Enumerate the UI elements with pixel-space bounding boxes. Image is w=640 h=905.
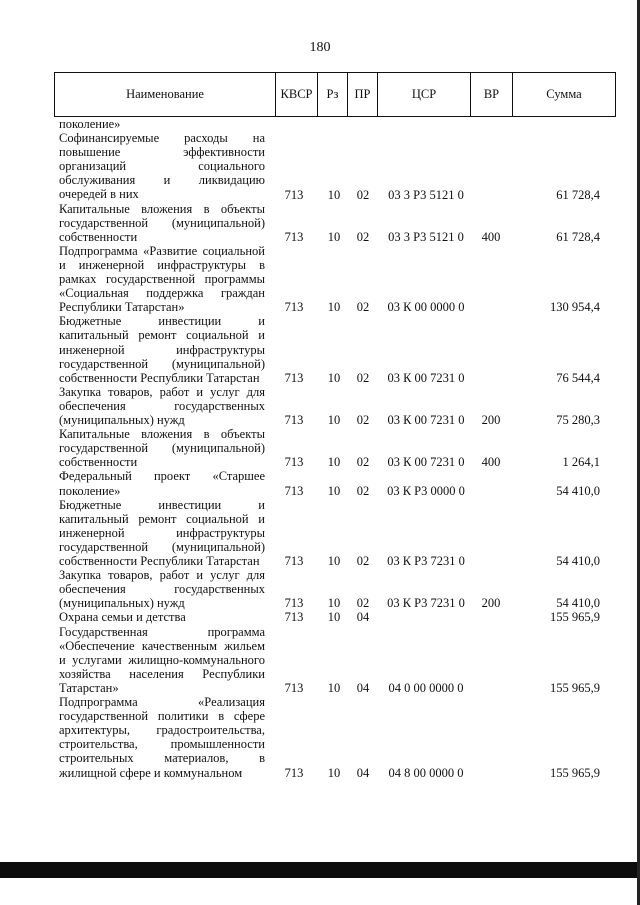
row-name-line: капитальный ремонт социальной и: [59, 328, 265, 343]
table-row: [0, 427, 640, 469]
row-vr: [473, 188, 509, 202]
row-sum: 61 728,4: [556, 187, 600, 202]
row-rz: 10: [327, 229, 341, 244]
row-name-line: архитектуры, градостроительства,: [59, 723, 265, 738]
row-name-line: Республики Татарстан»: [59, 300, 185, 315]
row-kvsr: 713: [284, 680, 304, 695]
table-row: [0, 244, 640, 315]
row-name: [59, 385, 265, 427]
row-rz: [320, 117, 348, 131]
row-name: [59, 610, 265, 624]
row-name-line: строительства, промышленности: [59, 737, 265, 752]
table-row: [0, 498, 640, 569]
row-kvsr: [280, 117, 308, 131]
row-csr: 03 К P3 0000 0: [387, 483, 465, 498]
row-sum: 1 264,1: [562, 455, 600, 470]
row-csr: [381, 117, 471, 131]
row-name: [59, 625, 265, 695]
row-csr: 04 0 00 0000 0: [388, 680, 464, 695]
row-vr: 400: [481, 455, 501, 470]
table-row: [0, 695, 640, 780]
row-pr: 04: [356, 765, 370, 780]
row-kvsr: 713: [284, 765, 304, 780]
row-sum: 54 410,0: [556, 596, 600, 611]
row-rz: 10: [327, 483, 341, 498]
row-vr: [473, 117, 509, 131]
row-kvsr: 713: [284, 596, 304, 611]
row-name-line: и услугами жилищно-коммунального: [59, 652, 265, 667]
header-rz: Рз: [318, 73, 348, 116]
row-sum: 76 544,4: [556, 370, 600, 385]
row-vr: [473, 766, 509, 780]
table-row: [0, 568, 640, 610]
row-name-line: обеспечения государственных: [59, 582, 265, 597]
row-name-line: государственной (муниципальной): [59, 441, 265, 456]
row-kvsr: 713: [284, 413, 304, 428]
row-rz: 10: [327, 413, 341, 428]
row-name-line: Охрана семьи и детства: [59, 610, 186, 625]
row-name: [59, 314, 265, 384]
row-name-line: хозяйства населения Республики: [59, 666, 265, 681]
row-name-line: жилищной сфере и коммунальном: [59, 765, 243, 780]
header-csr: ЦСР: [378, 73, 471, 116]
row-name-line: обеспечения государственных: [59, 398, 265, 413]
row-sum: 155 965,9: [550, 680, 600, 695]
table-header: [54, 72, 616, 117]
row-name-line: государственной (муниципальной): [59, 539, 265, 554]
row-name-line: повышение эффективности: [59, 145, 265, 160]
row-name-line: собственности Республики Татарстан: [59, 554, 260, 569]
row-kvsr: 713: [284, 187, 304, 202]
row-csr: [381, 610, 471, 624]
row-pr: 04: [356, 680, 370, 695]
row-name: [59, 498, 265, 568]
row-name-line: «Социальная поддержка граждан: [59, 286, 265, 301]
scan-bottom-bar: [0, 862, 640, 878]
row-name-line: Закупка товаров, работ и услуг для: [59, 384, 265, 399]
row-csr: 03 К 00 7231 0: [387, 455, 465, 470]
row-pr: 02: [356, 554, 370, 569]
row-csr: 03 3 P3 5121 0: [388, 187, 464, 202]
row-name-line: обслуживания и ликвидацию: [59, 173, 265, 188]
row-sum: 54 410,0: [556, 554, 600, 569]
row-name-line: Бюджетные инвестиции и: [59, 314, 265, 329]
row-name-line: собственности: [59, 229, 138, 244]
row-name-line: Федеральный проект «Старшее: [59, 469, 265, 484]
row-csr: 03 К 00 7231 0: [387, 370, 465, 385]
row-pr: 02: [356, 370, 370, 385]
row-name-line: Софинансируемые расходы на: [59, 131, 265, 146]
header-name: Наименование: [55, 73, 276, 116]
row-name: [59, 427, 265, 469]
row-name-line: «Обеспечение качественным жильем: [59, 638, 265, 653]
table-row: [0, 469, 640, 497]
row-vr: [473, 681, 509, 695]
row-csr: 03 К P3 7231 0: [387, 596, 465, 611]
row-name-line: инженерной инфраструктуры: [59, 525, 265, 540]
row-name-line: Капитальные вложения в объекты: [59, 201, 265, 216]
table-row: [0, 314, 640, 385]
row-name: [59, 568, 265, 610]
row-name-line: (муниципальных) нужд: [59, 413, 185, 428]
row-vr: [473, 610, 509, 624]
row-csr: 03 К P3 7231 0: [387, 554, 465, 569]
row-rz: 10: [327, 680, 341, 695]
table-row: [0, 625, 640, 696]
row-name-line: капитальный ремонт социальной и: [59, 511, 265, 526]
table-row: [0, 202, 640, 244]
table-body: [0, 117, 640, 780]
row-name-line: государственной (муниципальной): [59, 215, 265, 230]
row-kvsr: 713: [284, 554, 304, 569]
row-name-line: строительных материалов, в: [59, 751, 265, 766]
row-sum: 54 410,0: [556, 483, 600, 498]
header-sum: Сумма: [546, 87, 582, 101]
row-vr: 200: [481, 596, 501, 611]
row-pr: 02: [356, 229, 370, 244]
table-row: [0, 131, 640, 202]
row-name: [59, 469, 265, 497]
row-csr: 03 3 P3 5121 0: [388, 229, 464, 244]
row-name-line: инженерной инфраструктуры: [59, 342, 265, 357]
row-vr: [473, 554, 509, 568]
row-kvsr: 713: [284, 455, 304, 470]
table-row: [0, 610, 640, 624]
row-name-line: государственной (муниципальной): [59, 356, 265, 371]
row-name-line: поколение»: [59, 483, 121, 498]
row-pr: 02: [356, 413, 370, 428]
row-name-line: организаций социального: [59, 159, 265, 174]
header-pr: ПР: [348, 73, 378, 116]
row-name-line: государственной политики в сфере: [59, 709, 265, 724]
row-rz: 10: [327, 370, 341, 385]
row-rz: 10: [327, 765, 341, 780]
row-vr: [473, 371, 509, 385]
row-sum: 155 965,9: [550, 610, 600, 625]
row-csr: 03 К 00 7231 0: [387, 413, 465, 428]
row-name-line: Государственная программа: [59, 624, 265, 639]
row-name-line: Капитальные вложения в объекты: [59, 427, 265, 442]
row-name-line: Закупка товаров, работ и услуг для: [59, 568, 265, 583]
row-rz: 10: [327, 455, 341, 470]
row-rz: 10: [327, 554, 341, 569]
row-sum: 130 954,4: [550, 300, 600, 315]
row-csr: 03 К 00 0000 0: [387, 300, 465, 315]
table-row: [0, 385, 640, 427]
table-row: [0, 117, 640, 131]
row-sum: 61 728,4: [556, 229, 600, 244]
row-name-line: рамках государственной программы: [59, 272, 265, 287]
row-pr: [350, 117, 376, 131]
row-rz: 10: [327, 187, 341, 202]
page-number: 180: [309, 40, 331, 55]
row-name-line: Подпрограмма «Реализация: [59, 695, 265, 710]
row-kvsr: 713: [284, 370, 304, 385]
row-rz: 10: [327, 596, 341, 611]
row-name-line: Бюджетные инвестиции и: [59, 497, 265, 512]
row-rz: 10: [327, 610, 341, 625]
header-vr: ВР: [471, 73, 513, 116]
row-kvsr: 713: [284, 300, 304, 315]
row-name: [59, 117, 265, 131]
row-name: [59, 202, 265, 244]
row-vr: [473, 300, 509, 314]
row-name-line: Подпрограмма «Развитие социальной: [59, 243, 265, 258]
row-vr: 400: [481, 229, 501, 244]
row-pr: 02: [356, 483, 370, 498]
row-name: [59, 244, 265, 314]
row-sum: 75 280,3: [556, 413, 600, 428]
row-kvsr: 713: [284, 229, 304, 244]
row-csr: 04 8 00 0000 0: [388, 765, 464, 780]
row-pr: 02: [356, 455, 370, 470]
row-name: [59, 131, 265, 201]
row-name-line: очередей в них: [59, 187, 139, 202]
row-pr: 02: [356, 596, 370, 611]
row-vr: [473, 484, 509, 498]
row-sum: 155 965,9: [550, 765, 600, 780]
row-name-line: поколение»: [59, 117, 121, 131]
row-pr: 04: [356, 610, 370, 625]
row-sum: [512, 117, 600, 131]
row-name-line: собственности: [59, 455, 138, 470]
row-name-line: собственности Республики Татарстан: [59, 370, 260, 385]
row-name: [59, 695, 265, 780]
row-name-line: (муниципальных) нужд: [59, 596, 185, 611]
row-name-line: и инженерной инфраструктуры в: [59, 257, 265, 272]
row-kvsr: 713: [284, 610, 304, 625]
header-kvsr: КВСР: [276, 73, 318, 116]
row-pr: 02: [356, 300, 370, 315]
row-pr: 02: [356, 187, 370, 202]
row-kvsr: 713: [284, 483, 304, 498]
row-vr: 200: [481, 413, 501, 428]
row-name-line: Татарстан»: [59, 680, 119, 695]
row-rz: 10: [327, 300, 341, 315]
